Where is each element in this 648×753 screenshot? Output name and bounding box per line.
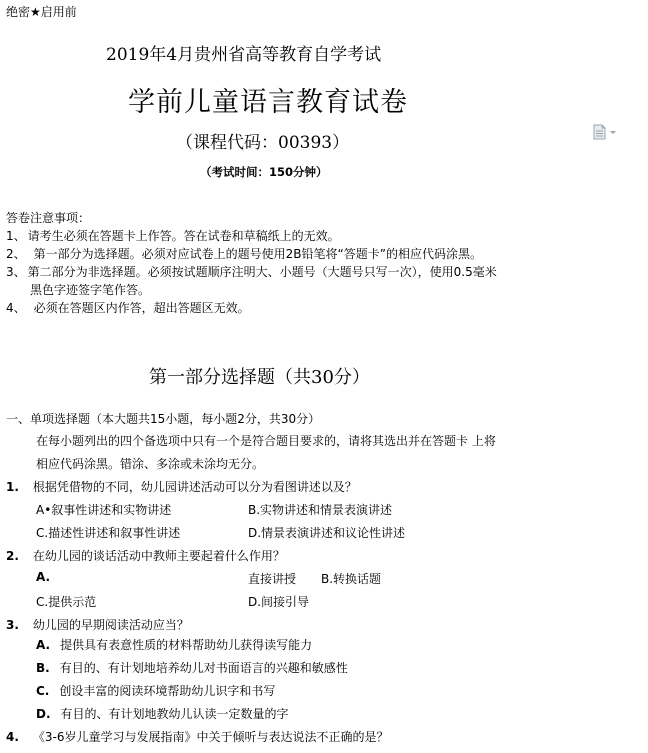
question-stem: 《3-6岁儿童学习与发展指南》中关于倾听与表达说法不正确的是？ (32, 730, 389, 744)
note-number: 3、 (6, 265, 26, 279)
option-label: A. (36, 638, 51, 652)
option-a: A. (36, 570, 51, 584)
option-label: B. (36, 661, 50, 675)
option-c (36, 682, 275, 699)
option-d (36, 705, 289, 722)
option-label: D. (36, 707, 51, 721)
option-b: B.转换话题 (321, 572, 382, 586)
option-c: C.提供示范 (36, 595, 97, 609)
instructions-line-1: 在每小题列出的四个备选项中只有一个是符合题目要求的，请将其选出并在答题卡 上将 (36, 434, 496, 448)
course-code: （课程代码：00393） (176, 133, 350, 153)
option-a (36, 636, 312, 653)
option-b (36, 659, 348, 676)
instructions-line-2: 相应代码涂黑。错涂、多涂或未涂均无分。 (36, 457, 265, 471)
question-number: 3. (6, 618, 19, 632)
exam-time: （考试时间：150分钟） (200, 165, 328, 179)
option-text: 创设丰富的阅读环境帮助幼儿识字和书写 (59, 684, 276, 698)
question (6, 616, 189, 633)
option-text: 提供具有表意性质的材料帮助幼儿获得读写能力 (60, 638, 313, 652)
option-d: D.情景表演讲述和议论性讲述 (248, 526, 406, 540)
note-number: 2、 (6, 247, 26, 261)
section-heading: 一、单项选择题（本大题共15小题，每小题2分，共30分） (6, 412, 321, 426)
note-item (6, 245, 482, 262)
question-stem: 在幼儿园的谈话活动中教师主要起着什么作用？ (32, 549, 285, 563)
note-text: 第一部分为选择题。必须对应试卷上的题号使用2B铅笔将“答题卡”的相应代码涂黑。 (33, 247, 482, 261)
note-number: 1、 (6, 229, 26, 243)
note-item (6, 227, 340, 244)
note-text: 请考生必须在答题卡上作答。答在试卷和草稿纸上的无效。 (27, 229, 340, 243)
option-b: B.实物讲述和情景表演讲述 (248, 503, 393, 517)
exam-name: 2019年4月贵州省高等教育自学考试 (106, 45, 382, 65)
question (6, 547, 285, 564)
option-text: 有目的、有计划地培养幼儿对书面语言的兴趣和敏感性 (59, 661, 348, 675)
option-a-text: 直接讲授 (248, 572, 297, 586)
question (6, 478, 357, 495)
option-text: 有目的、有计划地教幼儿认读一定数量的字 (60, 707, 289, 721)
question-number: 2. (6, 549, 19, 563)
note-text: 必须在答题区内作答，超出答题区无效。 (33, 301, 250, 315)
question-number: 1. (6, 480, 19, 494)
note-continuation: 黑色字迹签字笔作答。 (30, 283, 151, 297)
notes-heading: 答卷注意事项： (6, 211, 91, 225)
note-text: 第二部分为非选择题。必须按试题顺序注明大、小题号（大题号只写一次），使用0.5毫米 (27, 265, 497, 279)
option-label: C. (36, 684, 50, 698)
note-item (6, 299, 250, 316)
note-item (6, 263, 497, 280)
part1-title: 第一部分选择题（共30分） (149, 367, 370, 388)
option-c: C.描述性讲述和叙事性讲述 (36, 526, 181, 540)
question (6, 728, 389, 745)
option-d: D.间接引导 (248, 595, 310, 609)
confidential-mark: 绝密★启用前 (6, 5, 77, 19)
question-stem: 根据凭借物的不同，幼儿园讲述活动可以分为看图讲述以及？ (32, 480, 357, 494)
document-dropdown-icon[interactable] (592, 124, 618, 140)
question-number: 4. (6, 730, 19, 744)
option-a: A•叙事性讲述和实物讲述 (36, 503, 172, 517)
paper-title: 学前儿童语言教育试卷 (128, 87, 408, 118)
note-number: 4、 (6, 301, 26, 315)
question-stem: 幼儿园的早期阅读活动应当？ (32, 618, 189, 632)
